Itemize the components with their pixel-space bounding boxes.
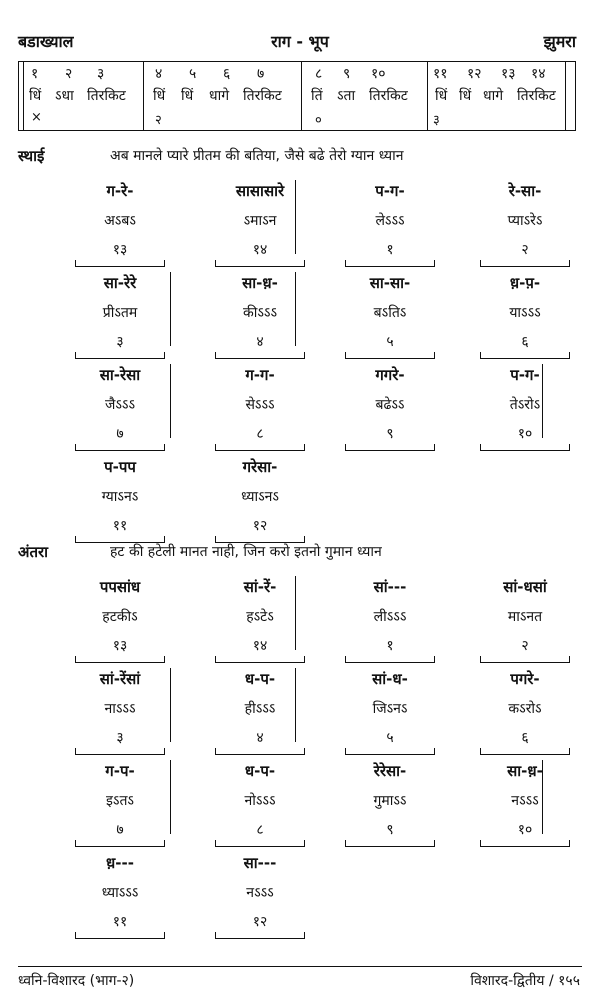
swar-notes: ध़-प़-	[509, 274, 541, 292]
matra-number: १४	[252, 638, 268, 654]
matra-number: ३	[116, 334, 124, 350]
vibhag-divider	[295, 272, 296, 346]
page-header-left: बडाख्याल	[18, 32, 74, 51]
notation-cell	[200, 364, 320, 451]
bol-syllables: हटकीऽ	[102, 609, 138, 625]
matra: २	[65, 66, 73, 82]
notation-cell	[200, 456, 320, 543]
taal-bol: तिरकिट	[243, 88, 282, 104]
matra-number: ११	[112, 914, 128, 930]
swar-notes: ग-ग-	[245, 366, 275, 384]
bol-syllables: अऽबऽ	[104, 213, 136, 229]
notation-cell	[330, 576, 450, 663]
notation-cell	[200, 272, 320, 359]
matra-number: १३	[112, 638, 128, 654]
swar-notes: रे-सा-	[508, 182, 542, 200]
notation-cell	[60, 576, 180, 663]
swar-notes: सा---	[243, 854, 277, 872]
bracket-underline	[345, 260, 435, 267]
notation-cell	[465, 272, 585, 359]
bol-syllables: याऽऽऽ	[509, 305, 541, 321]
matra-number: ६	[521, 730, 529, 746]
bol-syllables: नऽऽऽ	[246, 885, 274, 901]
matra-number: १	[386, 638, 394, 654]
matra: १२	[467, 66, 482, 82]
notation-cell	[330, 760, 450, 847]
bol-syllables: बढेऽऽ	[375, 397, 405, 413]
notation-cell	[465, 668, 585, 755]
taal-bol: धिं	[435, 88, 448, 104]
vibhag-divider	[170, 364, 171, 438]
bol-syllables: तेऽरोऽ	[509, 397, 541, 413]
footer-divider	[18, 966, 582, 967]
swar-notes: सां-रेंसां	[99, 670, 141, 688]
sam-marker: ×	[31, 110, 42, 125]
notation-cell	[465, 760, 585, 847]
bracket-underline	[75, 932, 165, 939]
bracket-underline	[480, 656, 570, 663]
bol-syllables: बऽतिऽ	[373, 305, 407, 321]
matra-number: ४	[256, 334, 264, 350]
notation-cell	[60, 852, 180, 939]
bol-syllables: नोऽऽऽ	[244, 793, 276, 809]
matra: ९	[343, 66, 351, 82]
bracket-underline	[480, 444, 570, 451]
bol-syllables: इऽतऽ	[106, 793, 134, 809]
bracket-underline	[480, 352, 570, 359]
bracket-underline	[480, 748, 570, 755]
bracket-underline	[215, 444, 305, 451]
matra-number: ९	[386, 426, 394, 442]
notation-cell	[200, 852, 320, 939]
notation-cell	[465, 576, 585, 663]
swar-notes: सा-ध़-	[242, 274, 278, 292]
bol-syllables: माऽनत	[507, 609, 543, 625]
notation-cell	[330, 180, 450, 267]
matra: १	[31, 66, 39, 82]
matra: ७	[257, 66, 265, 82]
bol-syllables: नाऽऽऽ	[104, 701, 136, 717]
bol-syllables: प्याऽरेऽ	[507, 213, 543, 229]
bracket-underline	[215, 748, 305, 755]
matra: ५	[189, 66, 197, 82]
matra-number: १३	[112, 242, 128, 258]
antara-lyric: हट की हटेली मानत नाही, जिन करो इतनो गुमान ध्यान	[110, 544, 382, 560]
bracket-underline	[75, 352, 165, 359]
notation-cell	[200, 576, 320, 663]
swar-notes: प-ग-	[510, 366, 540, 384]
matra: ८	[315, 66, 323, 82]
sthayi-label: स्थाई	[18, 147, 45, 165]
vibhag-divider	[295, 576, 296, 650]
taal-bol: धिं	[181, 88, 194, 104]
notation-cell	[60, 668, 180, 755]
notation-cell	[200, 760, 320, 847]
bol-syllables: लीऽऽऽ	[373, 609, 407, 625]
bracket-underline	[75, 444, 165, 451]
notation-cell	[200, 668, 320, 755]
vibhag-divider	[170, 760, 171, 834]
bracket-underline	[480, 840, 570, 847]
taali-marker: २	[155, 113, 162, 128]
swar-notes: सां-रें-	[243, 578, 277, 596]
matra-number: १०	[517, 822, 533, 838]
swar-notes: पगरे-	[510, 670, 540, 688]
swar-notes: रेरेसा-	[373, 762, 407, 780]
notation-cell	[465, 180, 585, 267]
matra: ४	[155, 66, 163, 82]
bracket-underline	[480, 260, 570, 267]
matra: १३	[501, 66, 516, 82]
bracket-underline	[75, 840, 165, 847]
bracket-underline	[345, 444, 435, 451]
swar-notes: सां-धसां	[503, 578, 547, 596]
swar-notes: गरेसा-	[242, 458, 278, 476]
bracket-underline	[215, 840, 305, 847]
swar-notes: सा-रेसा	[99, 366, 141, 384]
swar-notes: ग-प-	[105, 762, 135, 780]
bol-syllables: लेऽऽऽ	[375, 213, 405, 229]
swar-notes: सा-ध़-	[507, 762, 543, 780]
taali-marker: ३	[433, 113, 440, 128]
matra: ११	[433, 66, 448, 82]
matra-number: २	[521, 638, 529, 654]
taal-bol: धिं	[29, 88, 42, 104]
bracket-underline	[75, 656, 165, 663]
swar-notes: ध-प-	[244, 670, 276, 688]
bracket-underline	[75, 260, 165, 267]
matra-number: १४	[252, 242, 268, 258]
matra: ३	[97, 66, 105, 82]
swar-notes: सासासारे	[235, 182, 285, 200]
bracket-underline	[75, 748, 165, 755]
swar-notes: ध-प-	[244, 762, 276, 780]
bol-syllables: प्रीऽतम	[102, 305, 138, 321]
bracket-underline	[215, 932, 305, 939]
sthayi-lyric: अब मानले प्यारे प्रीतम की बतिया, जैसे बढे तेरो ग्यान ध्यान	[110, 148, 404, 164]
notation-cell	[330, 364, 450, 451]
swar-notes: पपसांध	[99, 578, 141, 596]
bol-syllables: कऽरोऽ	[508, 701, 542, 717]
notation-cell	[60, 456, 180, 543]
matra-number: १०	[517, 426, 533, 442]
notation-cell	[60, 180, 180, 267]
taal-bol: ऽता	[337, 88, 356, 104]
vibhag-divider	[170, 668, 171, 742]
swar-notes: प-पप	[104, 458, 136, 476]
taal-bol: तिरकिट	[87, 88, 126, 104]
vibhag-divider	[295, 668, 296, 742]
bol-syllables: ध्याऽनऽ	[241, 489, 279, 505]
vibhag-divider	[542, 760, 543, 834]
matra-number: १२	[252, 914, 268, 930]
bracket-underline	[345, 840, 435, 847]
vibhag-divider	[542, 364, 543, 438]
bol-syllables: जिऽनऽ	[372, 701, 408, 717]
notation-cell	[60, 272, 180, 359]
notation-cell	[200, 180, 320, 267]
bol-syllables: ऽमाऽन	[243, 213, 277, 229]
matra-number: ८	[256, 822, 264, 838]
taal-bol: तिं	[311, 88, 323, 104]
swar-notes: सां---	[373, 578, 407, 596]
matra-number: ४	[256, 730, 264, 746]
bol-syllables: सेऽऽऽ	[245, 397, 275, 413]
bol-syllables: गुमाऽऽ	[373, 793, 407, 809]
notation-cell	[60, 760, 180, 847]
matra: १४	[531, 66, 546, 82]
bol-syllables: कीऽऽऽ	[243, 305, 277, 321]
swar-notes: ध़---	[106, 854, 134, 872]
swar-notes: सा-सा-	[369, 274, 411, 292]
khali-marker: ०	[315, 113, 322, 128]
swar-notes: ग-रे-	[106, 182, 134, 200]
matra-number: ९	[386, 822, 394, 838]
matra: ६	[223, 66, 231, 82]
raag-title: राग - भूप	[271, 32, 329, 51]
taal-bol: धिं	[459, 88, 472, 104]
bracket-underline	[345, 352, 435, 359]
page-number: विशारद-द्वितीय / १५५	[470, 973, 580, 989]
taal-bol: धागे	[483, 88, 504, 104]
taal-bol: तिरकिट	[517, 88, 556, 104]
matra-number: ६	[521, 334, 529, 350]
bol-syllables: ध्याऽऽऽ	[101, 885, 139, 901]
notation-cell	[330, 668, 450, 755]
taal-bol: धागे	[209, 88, 230, 104]
taal-table	[18, 61, 576, 131]
matra-number: २	[521, 242, 529, 258]
bracket-underline	[215, 260, 305, 267]
matra-number: ८	[256, 426, 264, 442]
notation-cell	[60, 364, 180, 451]
swar-notes: प-ग-	[375, 182, 405, 200]
bracket-underline	[345, 748, 435, 755]
bol-syllables: ग्याऽनऽ	[101, 489, 139, 505]
notation-cell	[465, 364, 585, 451]
bracket-underline	[215, 352, 305, 359]
vibhag-divider	[295, 180, 296, 254]
bol-syllables: जैऽऽऽ	[104, 397, 135, 413]
matra-number: १	[386, 242, 394, 258]
swar-notes: गगरे-	[375, 366, 405, 384]
taal-bol: ऽधा	[55, 88, 74, 104]
notation-cell	[330, 272, 450, 359]
swar-notes: सा-रेरे	[103, 274, 137, 292]
matra-number: १२	[252, 518, 268, 534]
matra-number: ५	[386, 730, 394, 746]
matra: १०	[371, 66, 386, 82]
taal-bol: तिरकिट	[369, 88, 408, 104]
vibhag-divider	[170, 272, 171, 346]
antara-label: अंतरा	[18, 543, 49, 561]
matra-number: ७	[116, 822, 124, 838]
swar-notes: सां-ध-	[372, 670, 408, 688]
matra-number: ३	[116, 730, 124, 746]
bol-syllables: हऽटेऽ	[246, 609, 274, 625]
matra-number: ७	[116, 426, 124, 442]
matra-number: ५	[386, 334, 394, 350]
bol-syllables: हीऽऽऽ	[244, 701, 276, 717]
matra-number: ११	[112, 518, 128, 534]
book-title: ध्वनि-विशारद (भाग-२)	[18, 973, 135, 989]
bracket-underline	[215, 656, 305, 663]
bracket-underline	[345, 656, 435, 663]
taal-bol: धिं	[153, 88, 166, 104]
taal-name: झुमरा	[543, 32, 576, 51]
bol-syllables: नऽऽऽ	[511, 793, 539, 809]
